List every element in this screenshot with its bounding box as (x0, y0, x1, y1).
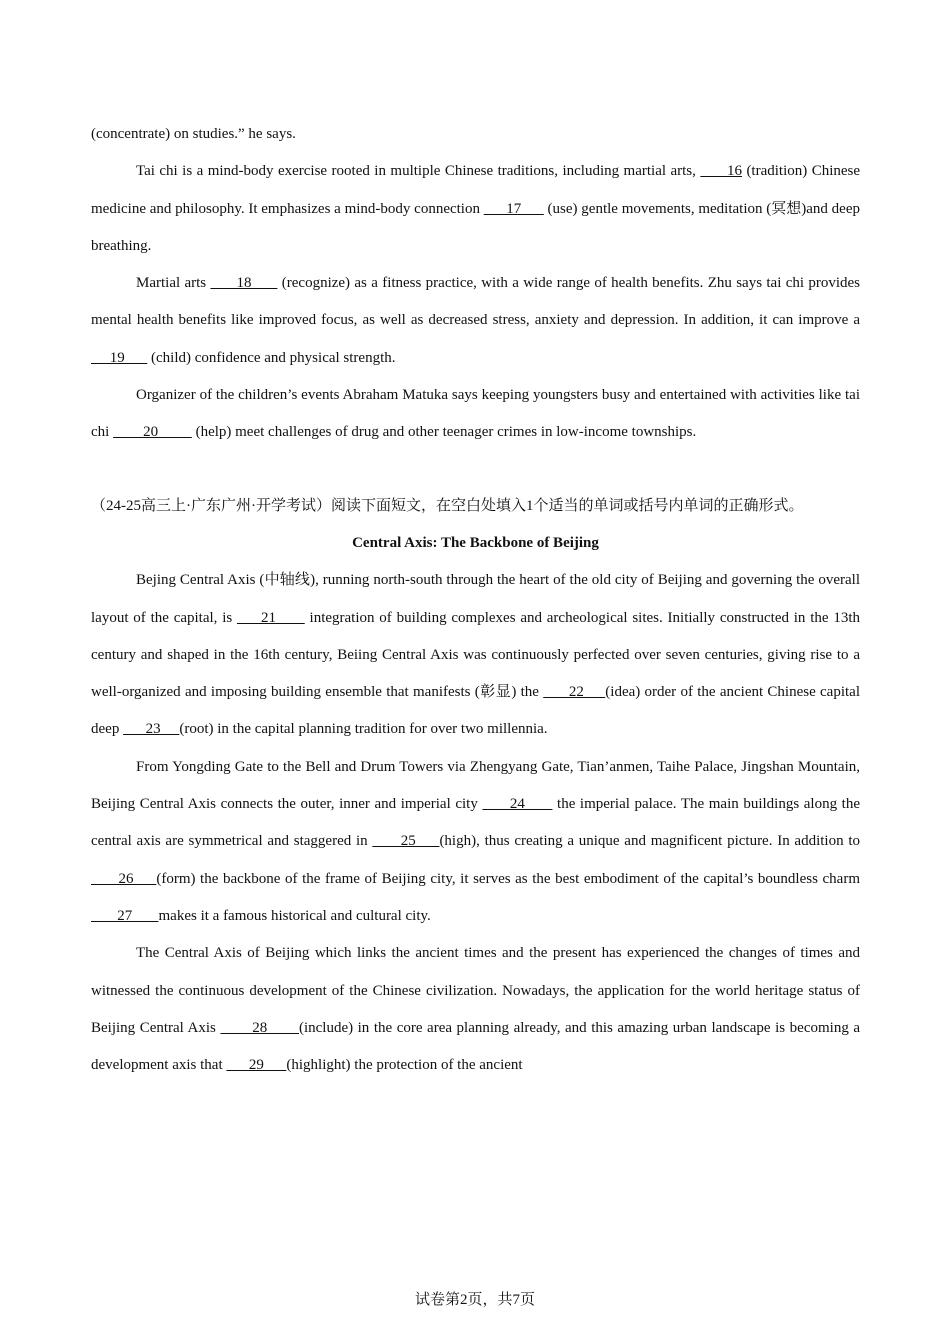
blank-18[interactable]: 18 (210, 275, 278, 292)
blank-19[interactable]: 19 (91, 349, 148, 366)
paragraph-tai-chi: Tai chi is a mind-body exercise rooted in multiple Chinese traditions, including martial arts, 16 (tradition) Chinese medicine and philosophy. It emphasizes a mind-body connection 17 (use) gentle movements, meditation (冥想)and deep breathing. (91, 163, 861, 254)
passage-title: Central Axis: The Backbone of Beijing (352, 534, 599, 551)
blank-21[interactable]: 21 (237, 609, 305, 626)
question-instructions: （24-25高三上·广东广州·开学考试）阅读下面短文，在空白处填入1个适当的单词或括号内单词的正确形式。 (91, 497, 804, 514)
blank-22[interactable]: 22 (543, 684, 606, 701)
blank-29[interactable]: 29 (226, 1057, 287, 1074)
blank-24[interactable]: 24 (482, 796, 553, 813)
blank-25[interactable]: 25 (372, 833, 440, 850)
paragraph-heritage: The Central Axis of Beijing which links the ancient times and the present has experienced the changes of times and witnessed the continuous development of the Chinese civilization. Nowadays, the application for the world heritage status of Beijing Central Axis 28 (include) in the core area planning already, and this amazing urban landscape is becoming a development axis that 29 (highlight) the protection of the ancient (91, 945, 861, 1074)
blank-26[interactable]: 26 (91, 870, 157, 887)
blank-27[interactable]: 27 (91, 907, 159, 924)
blank-20[interactable]: 20 (113, 424, 192, 441)
paragraph-yongding-gate: From Yongding Gate to the Bell and Drum Towers via Zhengyang Gate, Tian’anmen, Taihe Palace, Jingshan Mountain, Beijing Central Axis connects the outer, inner and imperial city 24 the imperial palace. The main buildings along the central axis are symmetrical and staggered in 25 (high), thus creating a unique and magnificent picture. In addition to 26 (form) the backbone of the frame of Beijing city, it serves as the best embodiment of the capital’s boundless charm 27 makes it a famous historical and cultural city. (91, 758, 861, 924)
paragraph-continuation: (concentrate) on studies.” he says. (91, 126, 296, 142)
paragraph-martial-arts: Martial arts 18 (recognize) as a fitness practice, with a wide range of health benefits. Zhu says tai chi provides mental health benefits like improved focus, as well as decreased stress, anxiety and depression. In addition, it can improve a 19 (child) confidence and physical strength. (91, 275, 861, 366)
paragraph-organizer: Organizer of the children’s events Abraham Matuka says keeping youngsters busy and entertained with activities like tai chi 20 (help) meet challenges of drug and other teenager crimes in low-income townships. (91, 387, 860, 441)
blank-28[interactable]: 28 (220, 1019, 299, 1036)
paragraph-central-axis: Bejing Central Axis (中轴线), running north-south through the heart of the old city of Beijing and governing the overall layout of the capital, is 21 integration of building complexes and archeological sites. Initially constructed in the 13th century and shaped in the 16th century, Beiing Central Axis was continuously perfected over seven centuries, giving rise to a well-organized and imposing building ensemble that manifests (彰显) the 22 (idea) order of the ancient Chinese capital deep 23 (root) in the capital planning tradition for over two millennia. (91, 572, 861, 738)
section-gap (91, 452, 860, 488)
blank-23[interactable]: 23 (123, 721, 180, 738)
page-footer: 试卷第2页，共7页 (414, 1292, 535, 1308)
blank-17[interactable]: 17 (483, 200, 544, 217)
page-content (91, 116, 860, 1084)
blank-16[interactable]: 16 (700, 163, 742, 180)
